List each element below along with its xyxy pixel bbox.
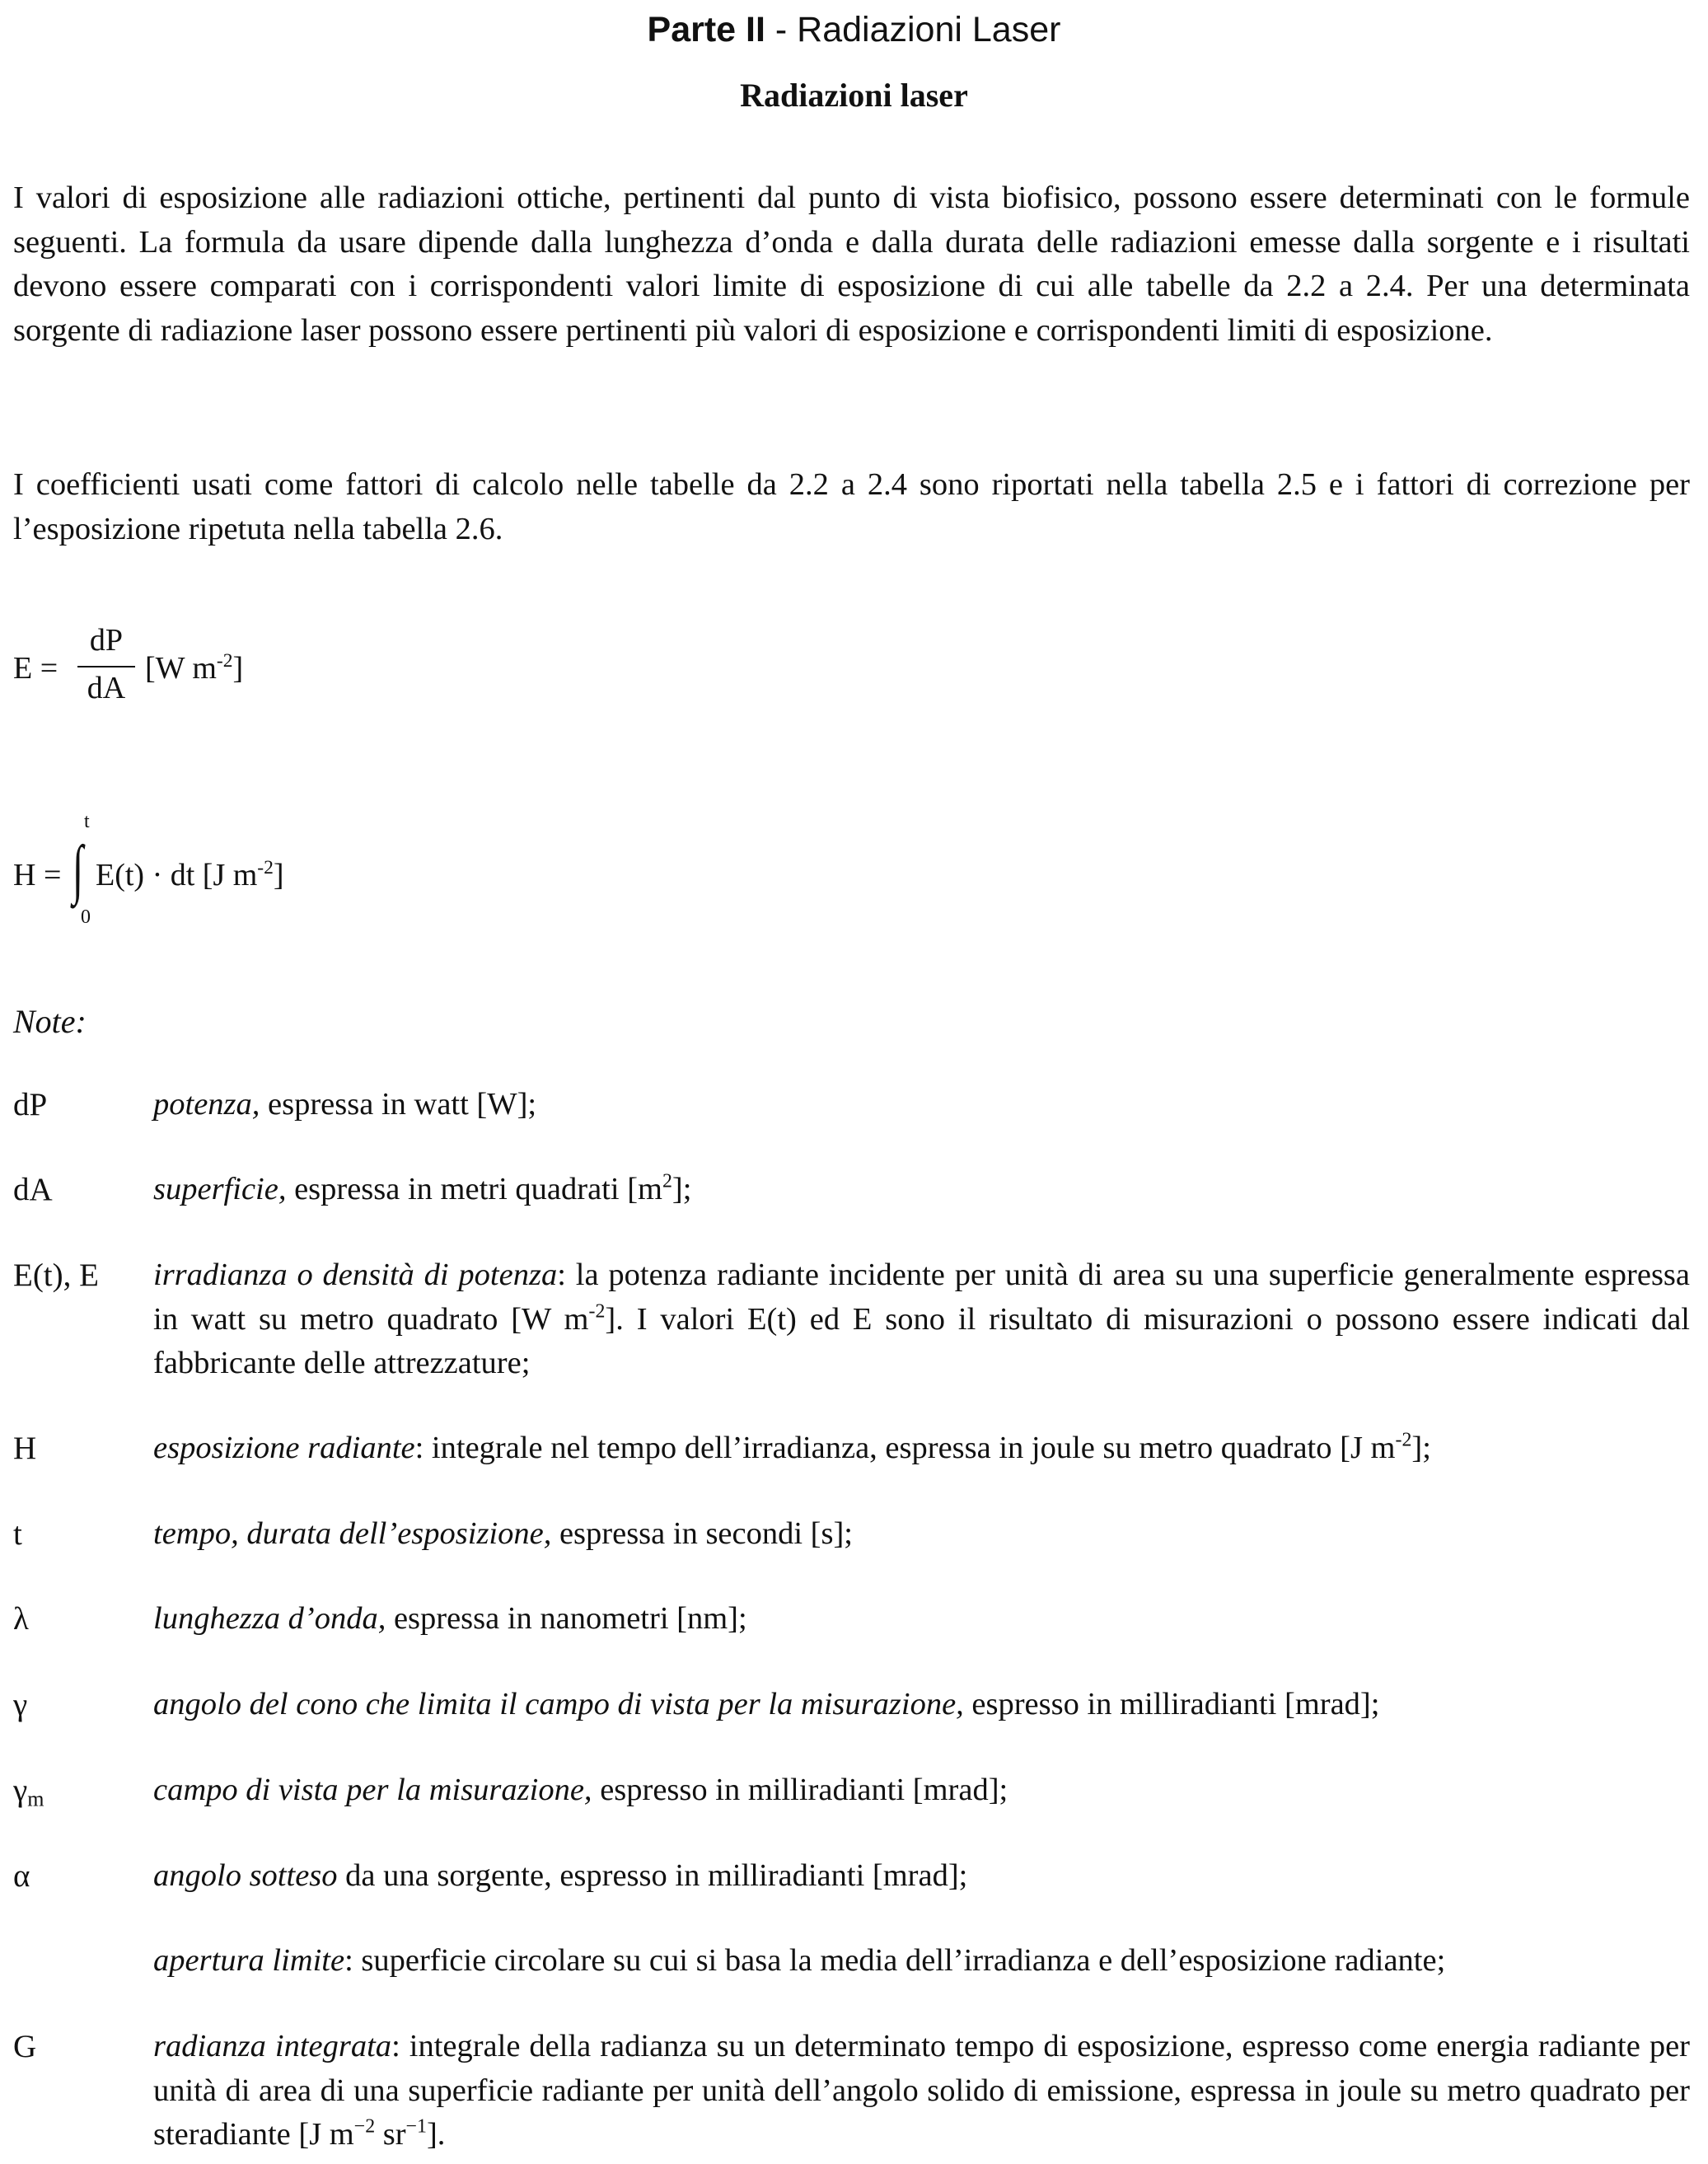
note-description: radianza integrata: integrale della radianza su un determinato tempo di esposizione, espresso come energia radiante per unità di area di una superficie radiante per unità dell’angolo solido di emissione, espressa in joule su metro quadrato per steradiante [J $m^{-2}$ $sr^{-1}$]. xyxy=(153,2029,1690,2152)
page-header xyxy=(0,7,1708,53)
note-description: angolo sotteso da una sorgente, espresso in milliradianti [mrad]; xyxy=(153,1858,968,1893)
header-part-label: Parte II xyxy=(647,10,765,49)
note-description: esposizione radiante: integrale nel tempo dell’irradianza, espressa in joule su metro quadrato [J $m^{-2}$]; xyxy=(153,1429,1431,1465)
formula-unit: [W $m^{-2}$] xyxy=(145,649,244,686)
irradiance-formula xyxy=(13,625,343,724)
note-symbol: dP xyxy=(13,1087,48,1122)
note-description: angolo del cono che limita il campo di vista per la misurazione, espresso in milliradianti [mrad]; xyxy=(153,1687,1380,1721)
fraction-numerator: dP xyxy=(89,623,124,658)
note-symbol: H xyxy=(13,1431,37,1466)
section-subtitle: Radiazioni laser xyxy=(740,77,968,114)
note-description: tempo, durata dell’esposizione, espressa in secondi [s]; xyxy=(153,1516,853,1551)
intro-paragraph: I valori di esposizione alle radiazioni ottiche, pertinenti dal punto di vista biofisico, possono essere determinati con le formule seguenti. La formula da usare dipende dalla lunghezza d’onda e dalla durata delle radiazioni emesse dalla sorgente e i risultati devono essere comparati con i corrispondenti valori limite di esposizione di cui alle tabelle da 2.2 a 2.4. Per una determinata sorgente di radiazione laser possono essere pertinenti più valori di esposizione e corrispondenti limiti di esposizione. xyxy=(13,180,1690,348)
note-description: campo di vista per la misurazione, espresso in milliradianti [mrad]; xyxy=(153,1773,1008,1807)
note-symbol: E(t), E xyxy=(13,1258,99,1293)
integrand: E(t) · dt [J $m^{-2}$] xyxy=(96,856,284,892)
formula-lhs: H = xyxy=(13,858,62,892)
integral-upper-limit: t xyxy=(84,811,90,832)
note-description: apertura limite: superficie circolare su cui si basa la media dell’irradianza e dell’esposizione radiante; xyxy=(153,1943,1446,1978)
note-description: potenza, espressa in watt [W]; xyxy=(153,1087,537,1122)
note-symbol: t xyxy=(13,1516,22,1552)
note-symbol: dA xyxy=(13,1172,53,1207)
note-symbol: γ xyxy=(13,1687,28,1722)
header-title-text: - Radiazioni Laser xyxy=(765,10,1061,49)
radiant-exposure-formula xyxy=(13,812,425,935)
integral-sign: ∫ xyxy=(73,833,84,906)
note-description: irradianza o densità di potenza: la potenza radiante incidente per unità di area su una superficie generalmente espressa in watt su metro quadrato [W $m^{-2}$]. I valori E(t) ed E sono il risultato di misurazioni o possono essere indicati dal fabbricante delle attrezzature; xyxy=(153,1258,1691,1380)
fraction xyxy=(77,625,135,704)
note-description: lunghezza d’onda, espressa in nanometri [nm]; xyxy=(153,1601,747,1636)
note-symbol: α xyxy=(13,1858,30,1894)
note-description: superficie, espressa in metri quadrati $[m^2]$; xyxy=(153,1170,692,1206)
note-symbol: λ xyxy=(13,1601,29,1637)
fraction-denominator: dA xyxy=(87,671,126,705)
note-symbol: G xyxy=(13,2029,37,2064)
formula-lhs: E = xyxy=(13,651,58,686)
coefficients-paragraph: I coefficienti usati come fattori di calcolo nelle tabelle da 2.2 a 2.4 sono riportati nella tabella 2.5 e i fattori di correzione per l’esposizione ripetuta nella tabella 2.6. xyxy=(13,467,1690,546)
fraction-bar xyxy=(77,666,135,667)
notes-heading: Note: xyxy=(13,1003,87,1040)
note-symbol: γm xyxy=(13,1773,44,1811)
integral-lower-limit: 0 xyxy=(81,906,91,928)
